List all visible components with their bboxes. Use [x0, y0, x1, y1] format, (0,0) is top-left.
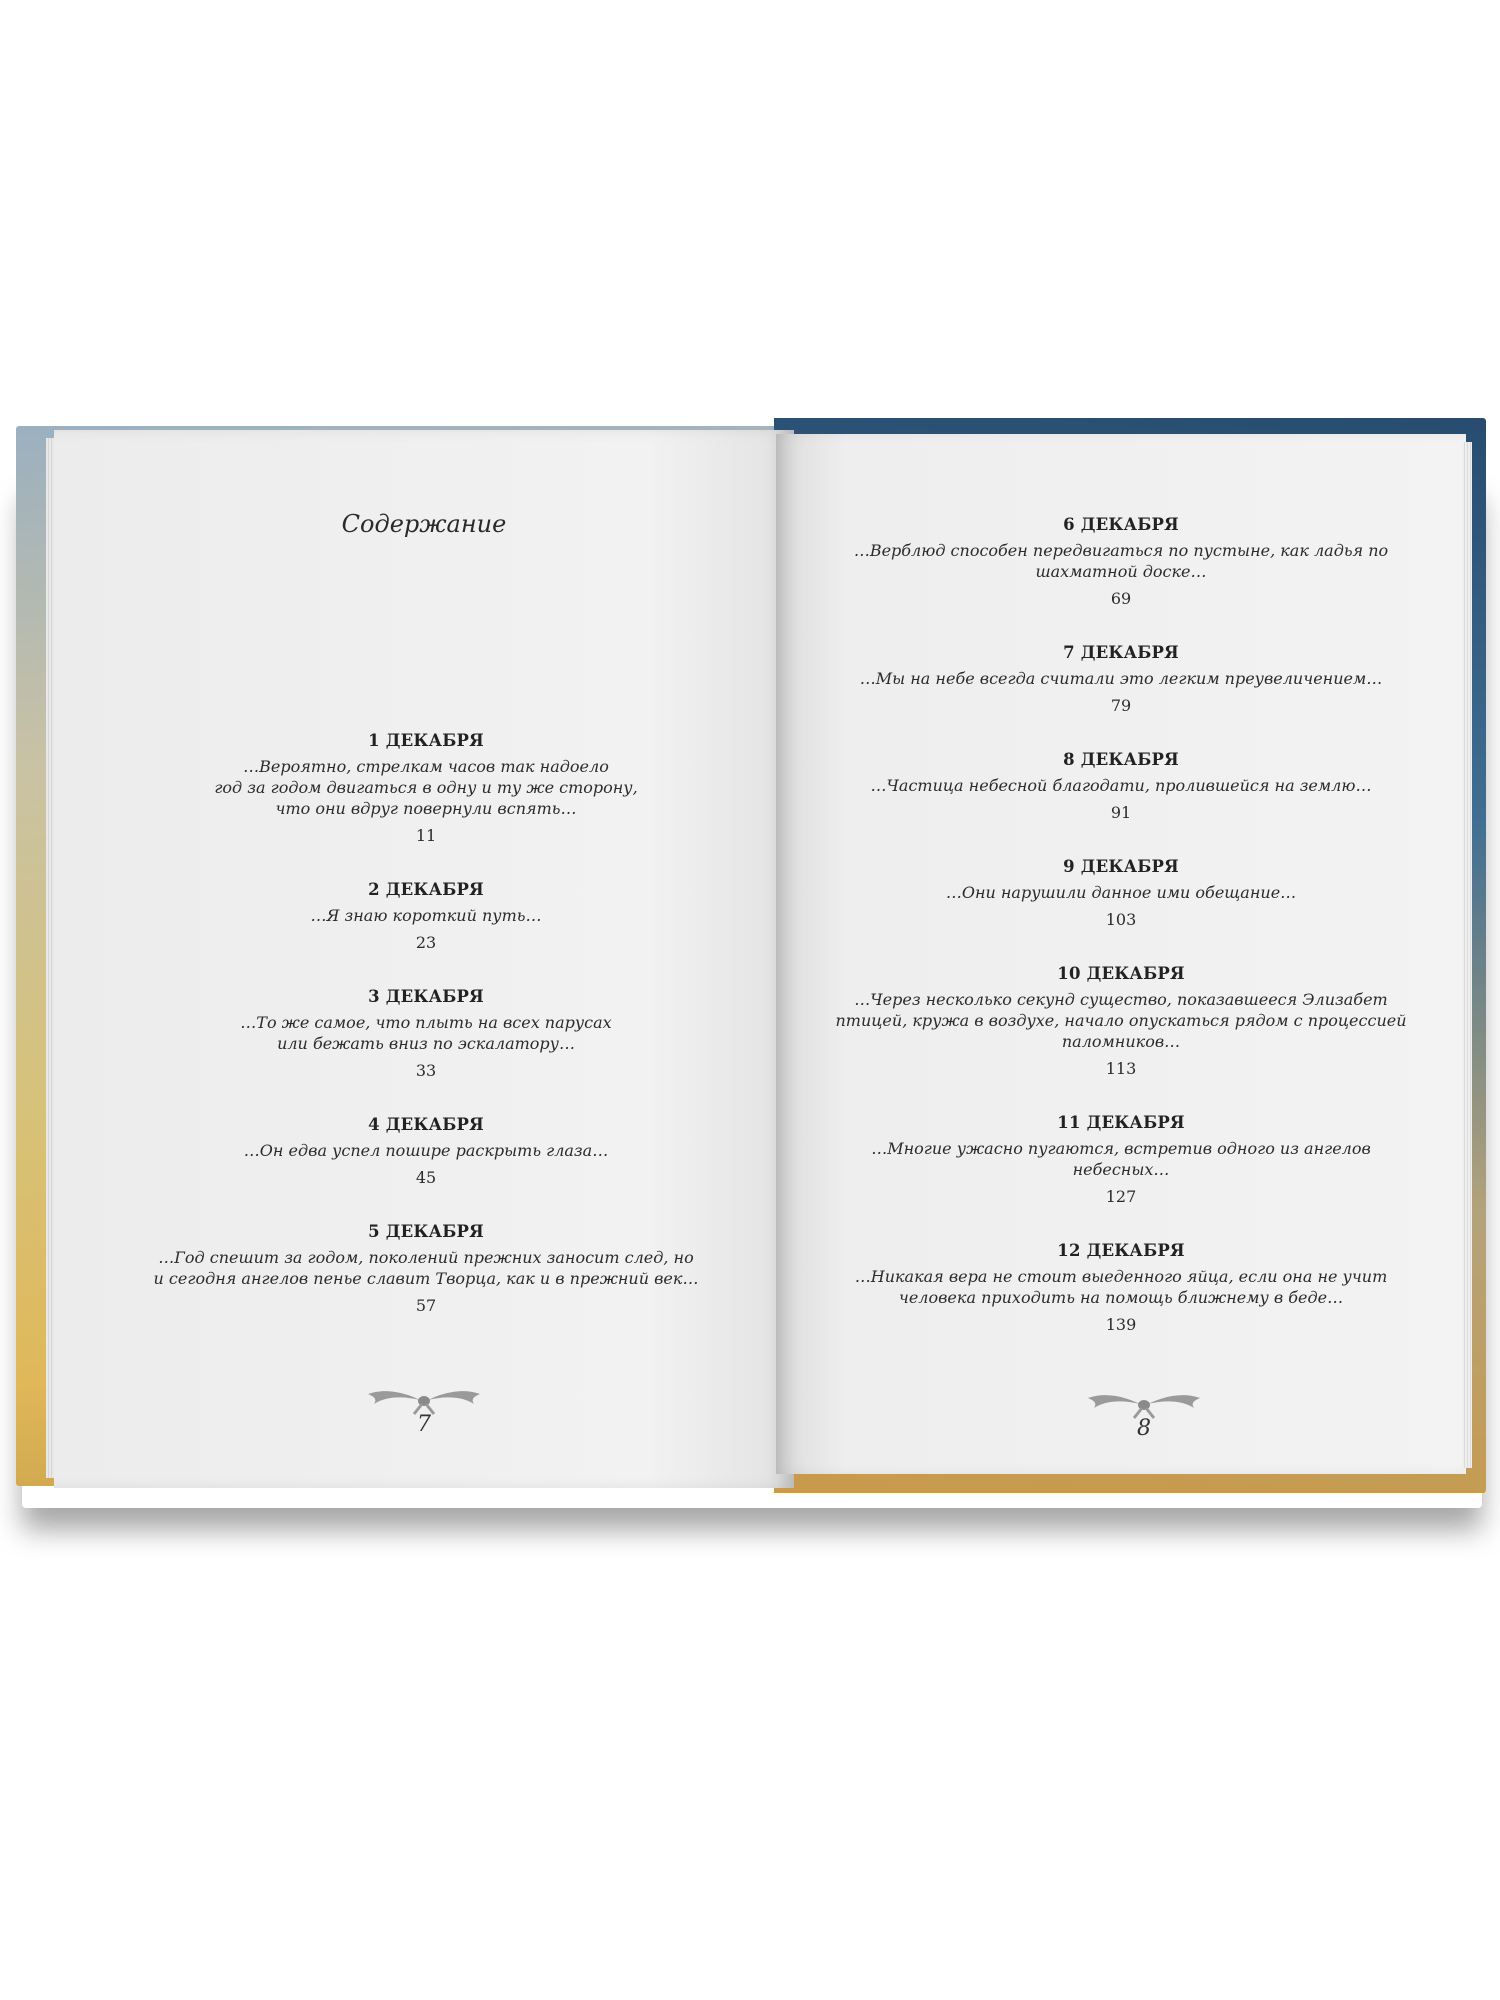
folio-left: [354, 1386, 494, 1437]
entry-quote: …Я знаю короткий путь…: [310, 906, 542, 925]
entry-date: 1 ДЕКАБРЯ: [368, 731, 484, 750]
folio-right: [1074, 1390, 1214, 1441]
entry-quote: …Они нарушили данное ими обещание…: [945, 883, 1297, 902]
toc-entry: [86, 730, 766, 846]
toc-entry: [86, 1114, 766, 1188]
toc-list-right: [796, 514, 1446, 1368]
toc-entry: [796, 1240, 1446, 1335]
entry-date: 4 ДЕКАБРЯ: [368, 1115, 484, 1134]
entry-date: 6 ДЕКАБРЯ: [1063, 515, 1179, 534]
page-number: 7: [417, 1412, 431, 1437]
entry-page-number: 127: [1105, 1187, 1137, 1206]
entry-quote: …Через несколько секунд существо, показавшееся Элизабет птицей, кружа в воздухе, начало опускаться рядом с процессией паломников…: [835, 990, 1407, 1051]
entry-date: 7 ДЕКАБРЯ: [1063, 643, 1179, 662]
entry-page-number: 33: [415, 1061, 437, 1080]
toc-entry: [86, 1221, 766, 1316]
entry-page-number: 103: [1105, 910, 1137, 929]
entry-page-number: 79: [1110, 696, 1132, 715]
entry-page-number: 11: [415, 826, 437, 845]
entry-date: 10 ДЕКАБРЯ: [1057, 964, 1185, 983]
toc-entry: [796, 856, 1446, 930]
entry-date: 11 ДЕКАБРЯ: [1057, 1113, 1185, 1132]
toc-entry: [796, 749, 1446, 823]
toc-list-left: [86, 730, 766, 1349]
toc-entry: [796, 1112, 1446, 1207]
entry-page-number: 23: [415, 933, 437, 952]
entry-page-number: 113: [1105, 1059, 1137, 1078]
entry-quote: …Он едва успел пошире раскрыть глаза…: [243, 1141, 609, 1160]
toc-entry: [86, 986, 766, 1081]
toc-entry: [796, 642, 1446, 716]
entry-quote: …Мы на небе всегда считали это легким преувеличением…: [859, 669, 1383, 688]
entry-date: 9 ДЕКАБРЯ: [1063, 857, 1179, 876]
entry-page-number: 45: [415, 1168, 437, 1187]
entry-quote: …Частица небесной благодати, пролившейся на землю…: [870, 776, 1372, 795]
page-edges-right: [1462, 442, 1472, 1468]
toc-entry: [796, 963, 1446, 1079]
entry-page-number: 139: [1105, 1315, 1137, 1334]
entry-date: 8 ДЕКАБРЯ: [1063, 750, 1179, 769]
toc-entry: [86, 879, 766, 953]
entry-quote: …Верблюд способен передвигаться по пустыне, как ладья по шахматной доске…: [853, 541, 1389, 581]
page-number: 8: [1137, 1416, 1151, 1441]
entry-date: 2 ДЕКАБРЯ: [368, 880, 484, 899]
entry-quote: …То же самое, что плыть на всех парусах или бежать вниз по эскалатору…: [240, 1013, 612, 1053]
entry-date: 5 ДЕКАБРЯ: [368, 1222, 484, 1241]
entry-quote: …Вероятно, стрелкам часов так надоело год за годом двигаться в одну и ту же сторону, что они вдруг повернули вспять…: [214, 757, 638, 818]
entry-quote: …Многие ужасно пугаются, встретив одного из ангелов небесных…: [871, 1139, 1371, 1179]
toc-title: Содержание: [341, 510, 507, 538]
entry-page-number: 57: [415, 1296, 437, 1315]
entry-page-number: 91: [1110, 803, 1132, 822]
toc-entry: [796, 514, 1446, 609]
entry-quote: …Никакая вера не стоит выеденного яйца, если она не учит человека приходить на помощь ближнему в беде…: [854, 1267, 1388, 1307]
entry-date: 3 ДЕКАБРЯ: [368, 987, 484, 1006]
entry-date: 12 ДЕКАБРЯ: [1057, 1241, 1185, 1260]
entry-page-number: 69: [1110, 589, 1132, 608]
entry-quote: …Год спешит за годом, поколений прежних заносит след, но и сегодня ангелов пенье славит Творца, как и в прежний век…: [153, 1248, 699, 1288]
open-book: [16, 418, 1486, 1498]
